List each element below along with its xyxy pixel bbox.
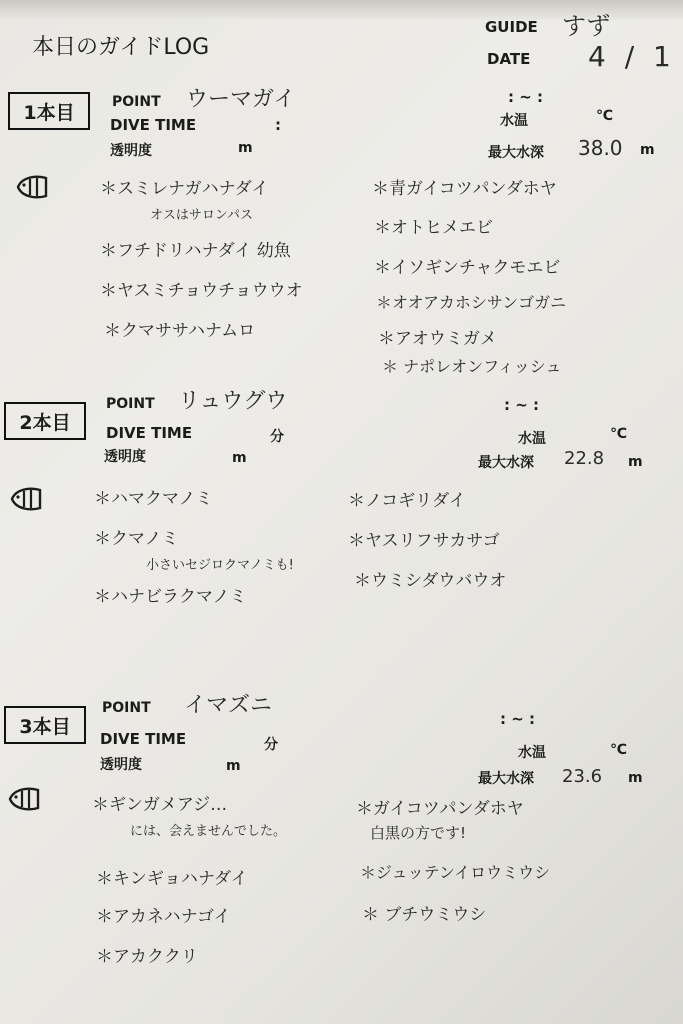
dive-1-water-temp-label: 水温	[500, 113, 528, 129]
dive-3-water-temp-unit: ℃	[610, 742, 627, 758]
dive-3-max-depth-label: 最大水深	[478, 771, 534, 787]
dive-2-max-depth-label: 最大水深	[478, 455, 534, 471]
dive-3-point-value: イマズニ	[184, 693, 273, 718]
dive-3-right-note-1: 白黒の方です!	[370, 824, 467, 842]
dive-2-dive-time-label: DIVE TIME	[106, 424, 193, 442]
dive-1-right-item-5: ＊アオウミガメ	[378, 329, 497, 349]
dive-1-right-item-2: ＊オトヒメエビ	[374, 218, 493, 238]
dive-1-water-temp-unit: ℃	[596, 108, 613, 124]
fish-icon	[10, 484, 44, 514]
date-value: 4 / 1	[588, 40, 671, 73]
dive-1-right-item-1: ＊青ガイコツパンダホヤ	[372, 179, 557, 199]
dive-3-water-temp-label: 水温	[518, 745, 546, 761]
dive-2-right-item-3: ＊ウミシダウバウオ	[354, 571, 507, 591]
dive-3-time-range: : ~ :	[500, 710, 536, 728]
dive-1-dive-time-label: DIVE TIME	[110, 116, 197, 134]
dive-2-right-item-1: ＊ノコギリダイ	[348, 491, 466, 511]
dive-2-left-item-2: ＊クマノミ	[94, 529, 179, 549]
dive-1-point-label: POINT	[112, 94, 161, 110]
dive-1-left-item-1: ＊スミレナガハナダイ	[100, 179, 269, 199]
dive-3-left-note-1: には、会えませんでした。	[130, 824, 287, 839]
dive-3-visibility-unit: m	[226, 758, 241, 774]
dive-3-left-item-1: ＊ギンガメアジ…	[92, 795, 228, 815]
dive-2-water-temp-unit: ℃	[610, 426, 627, 442]
dive-2-badge: 2本目	[4, 402, 86, 440]
dive-2-point-value: リュウグウ	[178, 389, 288, 414]
dive-3-max-depth-value: 23.6	[562, 766, 603, 787]
dive-1-point-value: ウーマガイ	[186, 87, 296, 112]
guide-name: すず	[562, 12, 611, 40]
dive-3-left-item-4: ＊アカククリ	[96, 947, 198, 967]
dive-1-left-item-4: ＊クマササハナムロ	[104, 321, 256, 341]
dive-3-right-item-1: ＊ガイコツパンダホヤ	[356, 799, 524, 819]
dive-3-dive-time-unit: 分	[264, 737, 278, 753]
dive-1-max-depth-unit: m	[640, 142, 655, 158]
dive-1-right-item-4: ＊オオアカホシサンゴガニ	[376, 293, 567, 312]
date-label: DATE	[487, 50, 531, 68]
dive-2-water-temp-label: 水温	[518, 431, 546, 447]
dive-2-left-note-1: 小さいセジロクマノミも!	[146, 558, 294, 573]
dive-2-left-item-3: ＊ハナビラクマノミ	[94, 587, 247, 607]
dive-2-max-depth-unit: m	[628, 454, 643, 470]
dive-1-left-note-1: オスはサロンパス	[150, 208, 253, 223]
dive-3-right-item-2: ＊ジュッテンイロウミウシ	[360, 863, 551, 882]
page-title: 本日のガイドLOG	[32, 35, 210, 60]
dive-1-dive-time-colon: :	[275, 116, 281, 134]
dive-3-left-item-3: ＊アカネハナゴイ	[96, 907, 231, 927]
dive-2-visibility-unit: m	[232, 450, 247, 466]
dive-3-point-label: POINT	[102, 700, 151, 716]
dive-2-right-item-2: ＊ヤスリフサカサゴ	[348, 531, 500, 551]
dive-3-visibility-label: 透明度	[100, 757, 142, 773]
dive-1-left-item-3: ＊ヤスミチョウチョウウオ	[100, 281, 303, 301]
fish-icon	[8, 784, 42, 814]
dive-2-dive-time-unit: 分	[270, 429, 284, 445]
dive-1-visibility-label: 透明度	[110, 143, 152, 159]
dive-2-point-label: POINT	[106, 396, 155, 412]
dive-1-visibility-unit: m	[238, 140, 253, 156]
dive-2-time-range: : ~ :	[504, 396, 540, 414]
dive-1-right-item-3: ＊イソギンチャクモエビ	[374, 258, 561, 278]
dive-1-time-range: : ~ :	[508, 88, 544, 106]
dive-2-left-item-1: ＊ハマクマノミ	[94, 489, 213, 509]
dive-1-right-item-6: ＊ ナポレオンフィッシュ	[382, 357, 562, 376]
dive-2-visibility-label: 透明度	[104, 449, 146, 465]
dive-2-max-depth-value: 22.8	[564, 448, 605, 469]
dive-1-max-depth-label: 最大水深	[488, 145, 544, 161]
dive-3-right-item-3: ＊ ブチウミウシ	[362, 905, 487, 925]
dive-3-badge: 3本目	[4, 706, 86, 744]
guide-label: GUIDE	[485, 18, 538, 36]
dive-1-left-item-2: ＊フチドリハナダイ 幼魚	[100, 241, 291, 261]
dive-3-max-depth-unit: m	[628, 770, 643, 786]
dive-1-badge: 1本目	[8, 92, 90, 130]
fish-icon	[16, 172, 50, 202]
dive-1-max-depth-value: 38.0	[578, 136, 623, 160]
dive-3-dive-time-label: DIVE TIME	[100, 730, 187, 748]
dive-3-left-item-2: ＊キンギョハナダイ	[96, 869, 248, 889]
